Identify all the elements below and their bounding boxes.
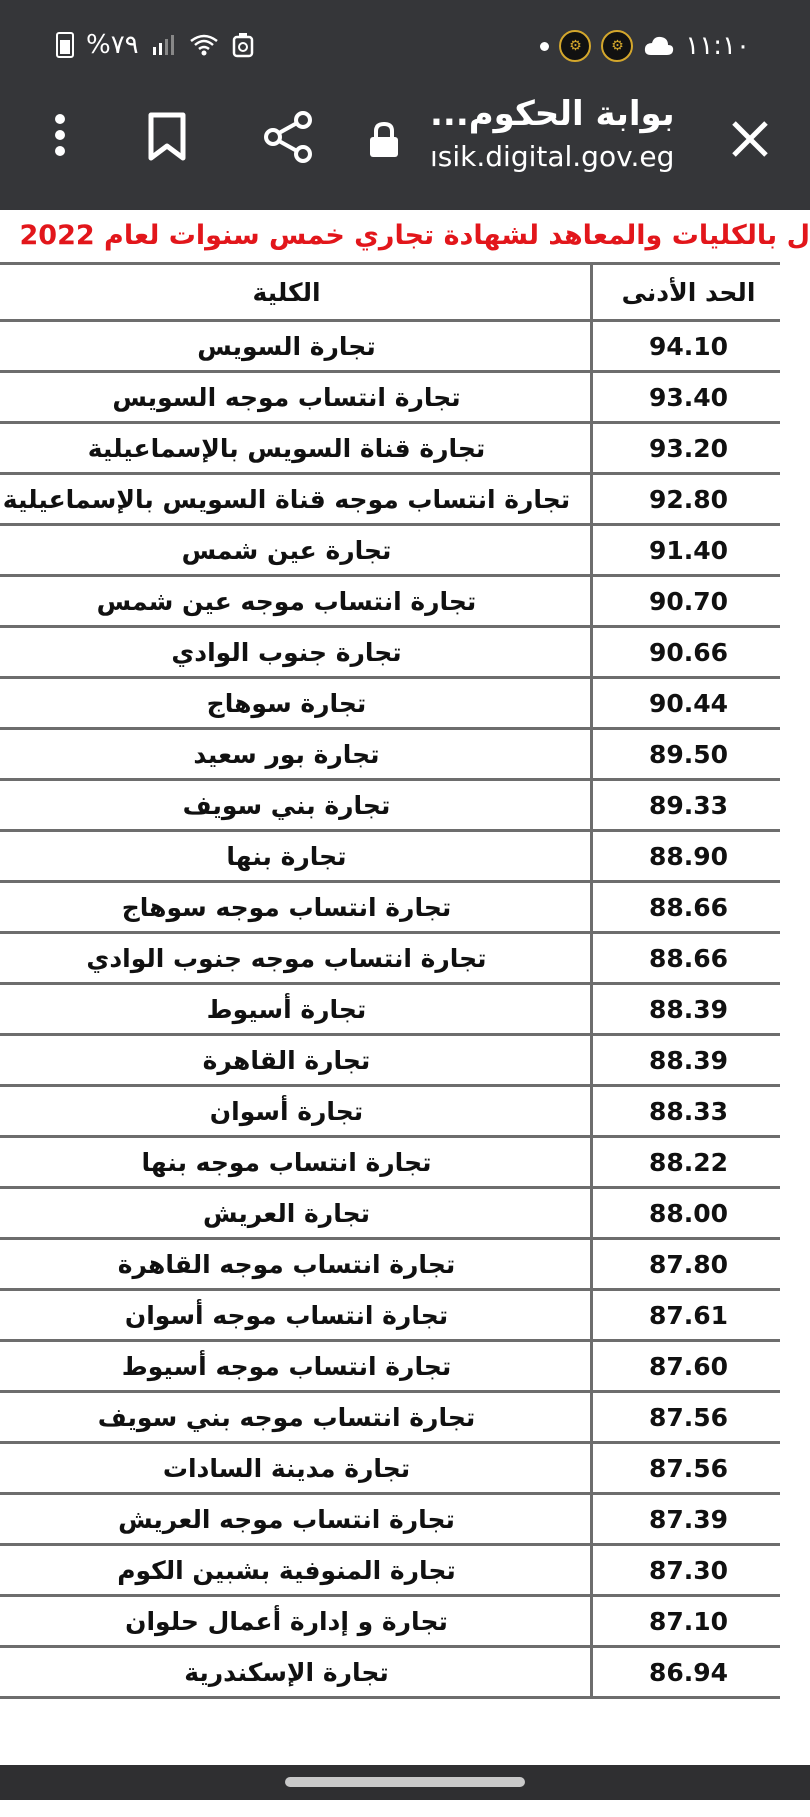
cloud-icon	[643, 35, 675, 57]
header-min-score: الحد الأدنى	[592, 264, 786, 321]
min-score-cell: 86.94	[592, 1647, 786, 1698]
signal-icon	[151, 33, 177, 57]
min-score-cell: 88.66	[592, 882, 786, 933]
table-row	[0, 1545, 786, 1596]
faculty-cell: تجارة انتساب موجه قناة السويس بالإسماعيلية	[0, 474, 592, 525]
faculty-cell: تجارة المنوفية بشبين الكوم	[0, 1545, 592, 1596]
faculty-cell: تجارة عين شمس	[0, 525, 592, 576]
table-heading: ل بالكليات والمعاهد لشهادة تجاري خمس سنوات لعام 2022	[20, 210, 810, 262]
faculty-cell: تجارة انتساب موجه بني سويف	[0, 1392, 592, 1443]
faculty-cell: تجارة انتساب موجه السويس	[0, 372, 592, 423]
min-score-cell: 87.56	[592, 1443, 786, 1494]
min-score-cell: 88.66	[592, 933, 786, 984]
more-vert-icon[interactable]	[30, 105, 90, 165]
min-score-cell: 87.80	[592, 1239, 786, 1290]
table-row	[0, 831, 786, 882]
table-row	[0, 729, 786, 780]
faculty-cell: تجارة انتساب موجه عين شمس	[0, 576, 592, 627]
table-row	[0, 474, 786, 525]
bookmark-icon[interactable]	[137, 107, 197, 167]
min-score-cell: 89.33	[592, 780, 786, 831]
table-row	[0, 423, 786, 474]
table-row	[0, 1341, 786, 1392]
faculty-cell: تجارة سوهاج	[0, 678, 592, 729]
faculty-cell: تجارة و إدارة أعمال حلوان	[0, 1596, 592, 1647]
table-row	[0, 1137, 786, 1188]
gesture-bar	[0, 1765, 810, 1800]
min-score-cell: 87.30	[592, 1545, 786, 1596]
faculty-cell: تجارة الإسكندرية	[0, 1647, 592, 1698]
wifi-icon	[189, 33, 219, 57]
min-score-cell: 88.39	[592, 1035, 786, 1086]
table-row	[0, 780, 786, 831]
table-row	[0, 1596, 786, 1647]
table-row	[0, 1239, 786, 1290]
header-faculty: الكلية	[0, 264, 592, 321]
table-row	[0, 1647, 786, 1698]
faculty-cell: تجارة السويس	[0, 321, 592, 372]
table-row	[0, 933, 786, 984]
lock-icon[interactable]	[354, 110, 414, 170]
table-row	[0, 1392, 786, 1443]
faculty-cell: تجارة أسيوط	[0, 984, 592, 1035]
share-icon[interactable]	[258, 107, 318, 167]
table-row	[0, 678, 786, 729]
table-row	[0, 321, 786, 372]
faculty-cell: تجارة انتساب موجه القاهرة	[0, 1239, 592, 1290]
page-title: بوابة الحكوم...	[430, 94, 730, 134]
table-row	[0, 1035, 786, 1086]
min-score-cell: 88.22	[592, 1137, 786, 1188]
faculty-cell: تجارة انتساب موجه جنوب الوادي	[0, 933, 592, 984]
min-score-cell: 88.90	[592, 831, 786, 882]
app-badge-icon: ⚙	[559, 30, 591, 62]
results-table	[0, 262, 787, 1699]
faculty-cell: تجارة انتساب موجه أسوان	[0, 1290, 592, 1341]
table-row	[0, 882, 786, 933]
page-content	[0, 210, 810, 1765]
min-score-cell: 91.40	[592, 525, 786, 576]
min-score-cell: 88.39	[592, 984, 786, 1035]
table-row	[0, 576, 786, 627]
min-score-cell: 93.40	[592, 372, 786, 423]
table-row	[0, 1494, 786, 1545]
page-edge	[780, 262, 810, 1817]
min-score-cell: 92.80	[592, 474, 786, 525]
faculty-cell: تجارة مدينة السادات	[0, 1443, 592, 1494]
faculty-cell: تجارة قناة السويس بالإسماعيلية	[0, 423, 592, 474]
min-score-cell: 87.60	[592, 1341, 786, 1392]
table-row	[0, 1290, 786, 1341]
min-score-cell: 90.66	[592, 627, 786, 678]
faculty-cell: تجارة القاهرة	[0, 1035, 592, 1086]
min-score-cell: 90.44	[592, 678, 786, 729]
page-url: ısik.digital.gov.eg	[430, 140, 692, 173]
min-score-cell: 88.00	[592, 1188, 786, 1239]
min-score-cell: 94.10	[592, 321, 786, 372]
faculty-cell: تجارة بنها	[0, 831, 592, 882]
faculty-cell: تجارة جنوب الوادي	[0, 627, 592, 678]
battery-icon	[56, 32, 74, 58]
faculty-cell: تجارة أسوان	[0, 1086, 592, 1137]
table-row	[0, 627, 786, 678]
home-handle[interactable]	[285, 1777, 525, 1787]
min-score-cell: 87.61	[592, 1290, 786, 1341]
table-row	[0, 1086, 786, 1137]
table-row	[0, 984, 786, 1035]
table-header-row	[0, 264, 786, 321]
battery-level: %٧٩	[86, 30, 139, 60]
faculty-cell: تجارة بور سعيد	[0, 729, 592, 780]
app-badge-icon: ⚙	[601, 30, 633, 62]
browser-toolbar	[0, 80, 810, 210]
min-score-cell: 87.56	[592, 1392, 786, 1443]
faculty-cell: تجارة انتساب موجه بنها	[0, 1137, 592, 1188]
faculty-cell: تجارة انتساب موجه سوهاج	[0, 882, 592, 933]
min-score-cell: 90.70	[592, 576, 786, 627]
page-info[interactable]	[430, 94, 730, 173]
faculty-cell: تجارة العريش	[0, 1188, 592, 1239]
min-score-cell: 93.20	[592, 423, 786, 474]
close-icon[interactable]	[720, 109, 780, 169]
status-bar	[0, 24, 810, 68]
faculty-cell: تجارة انتساب موجه أسيوط	[0, 1341, 592, 1392]
table-row	[0, 372, 786, 423]
table-row	[0, 1443, 786, 1494]
recycle-icon	[231, 32, 255, 58]
faculty-cell: تجارة بني سويف	[0, 780, 592, 831]
min-score-cell: 89.50	[592, 729, 786, 780]
min-score-cell: 88.33	[592, 1086, 786, 1137]
table-row	[0, 525, 786, 576]
notification-dot-icon	[540, 42, 549, 51]
min-score-cell: 87.39	[592, 1494, 786, 1545]
browser-header	[0, 0, 810, 210]
faculty-cell: تجارة انتساب موجه العريش	[0, 1494, 592, 1545]
table-row	[0, 1188, 786, 1239]
clock: ١١:١٠	[685, 31, 750, 61]
min-score-cell: 87.10	[592, 1596, 786, 1647]
